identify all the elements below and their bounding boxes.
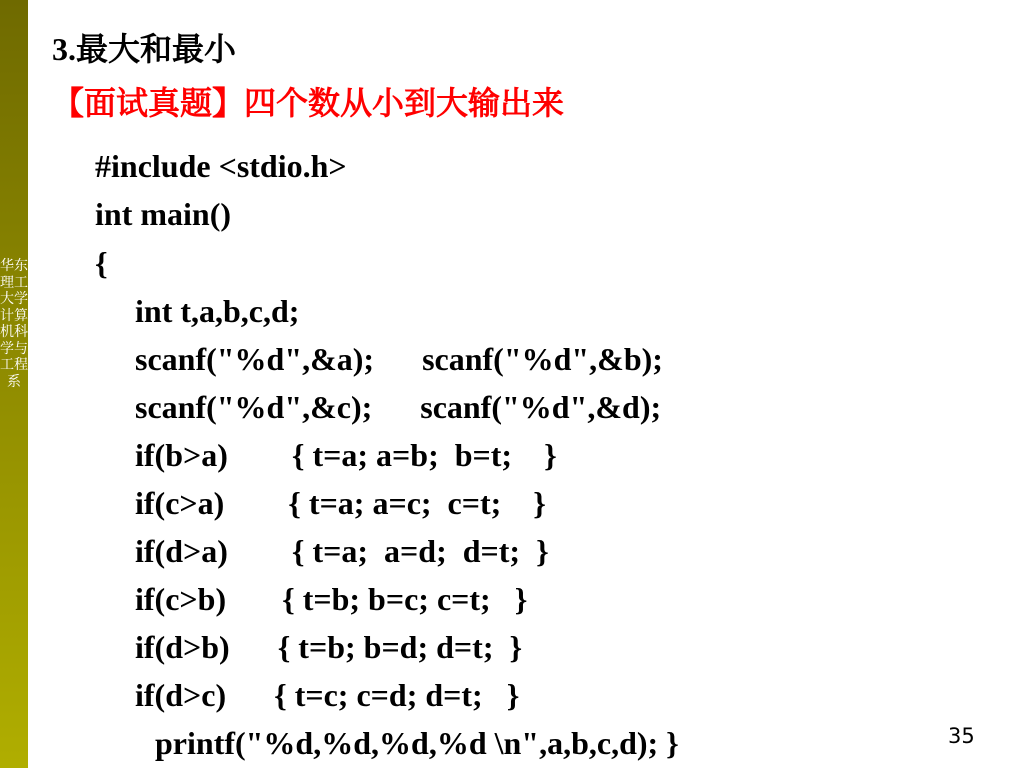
sidebar-department-label: 华东理工大学计算机科学与工程系 — [0, 258, 28, 390]
code-line-include: #include <stdio.h> — [95, 148, 347, 184]
code-line-main: int main() — [95, 196, 231, 232]
code-line-scanf-ab: scanf("%d",&a); scanf("%d",&b); — [135, 341, 663, 377]
code-line-printf: printf("%d,%d,%d,%d \n",a,b,c,d); } — [155, 725, 679, 761]
code-line-if-cb: if(c>b) { t=b; b=c; c=t; } — [135, 581, 528, 617]
code-line-declare: int t,a,b,c,d; — [135, 293, 300, 329]
code-line-if-da: if(d>a) { t=a; a=d; d=t; } — [135, 533, 549, 569]
page-number: 35 — [948, 724, 975, 748]
slide-subtitle: 【面试真题】四个数从小到大输出来 — [52, 84, 565, 122]
code-line-if-db: if(d>b) { t=b; b=d; d=t; } — [135, 629, 523, 665]
code-line-if-ca: if(c>a) { t=a; a=c; c=t; } — [135, 485, 546, 521]
code-line-scanf-cd: scanf("%d",&c); scanf("%d",&d); — [135, 389, 662, 425]
code-line-if-dc: if(d>c) { t=c; c=d; d=t; } — [135, 677, 520, 713]
code-line-open-brace: { — [95, 245, 108, 281]
section-title: 3.最大和最小 — [52, 31, 237, 67]
sidebar — [0, 0, 28, 768]
code-line-if-ba: if(b>a) { t=a; a=b; b=t; } — [135, 437, 557, 473]
